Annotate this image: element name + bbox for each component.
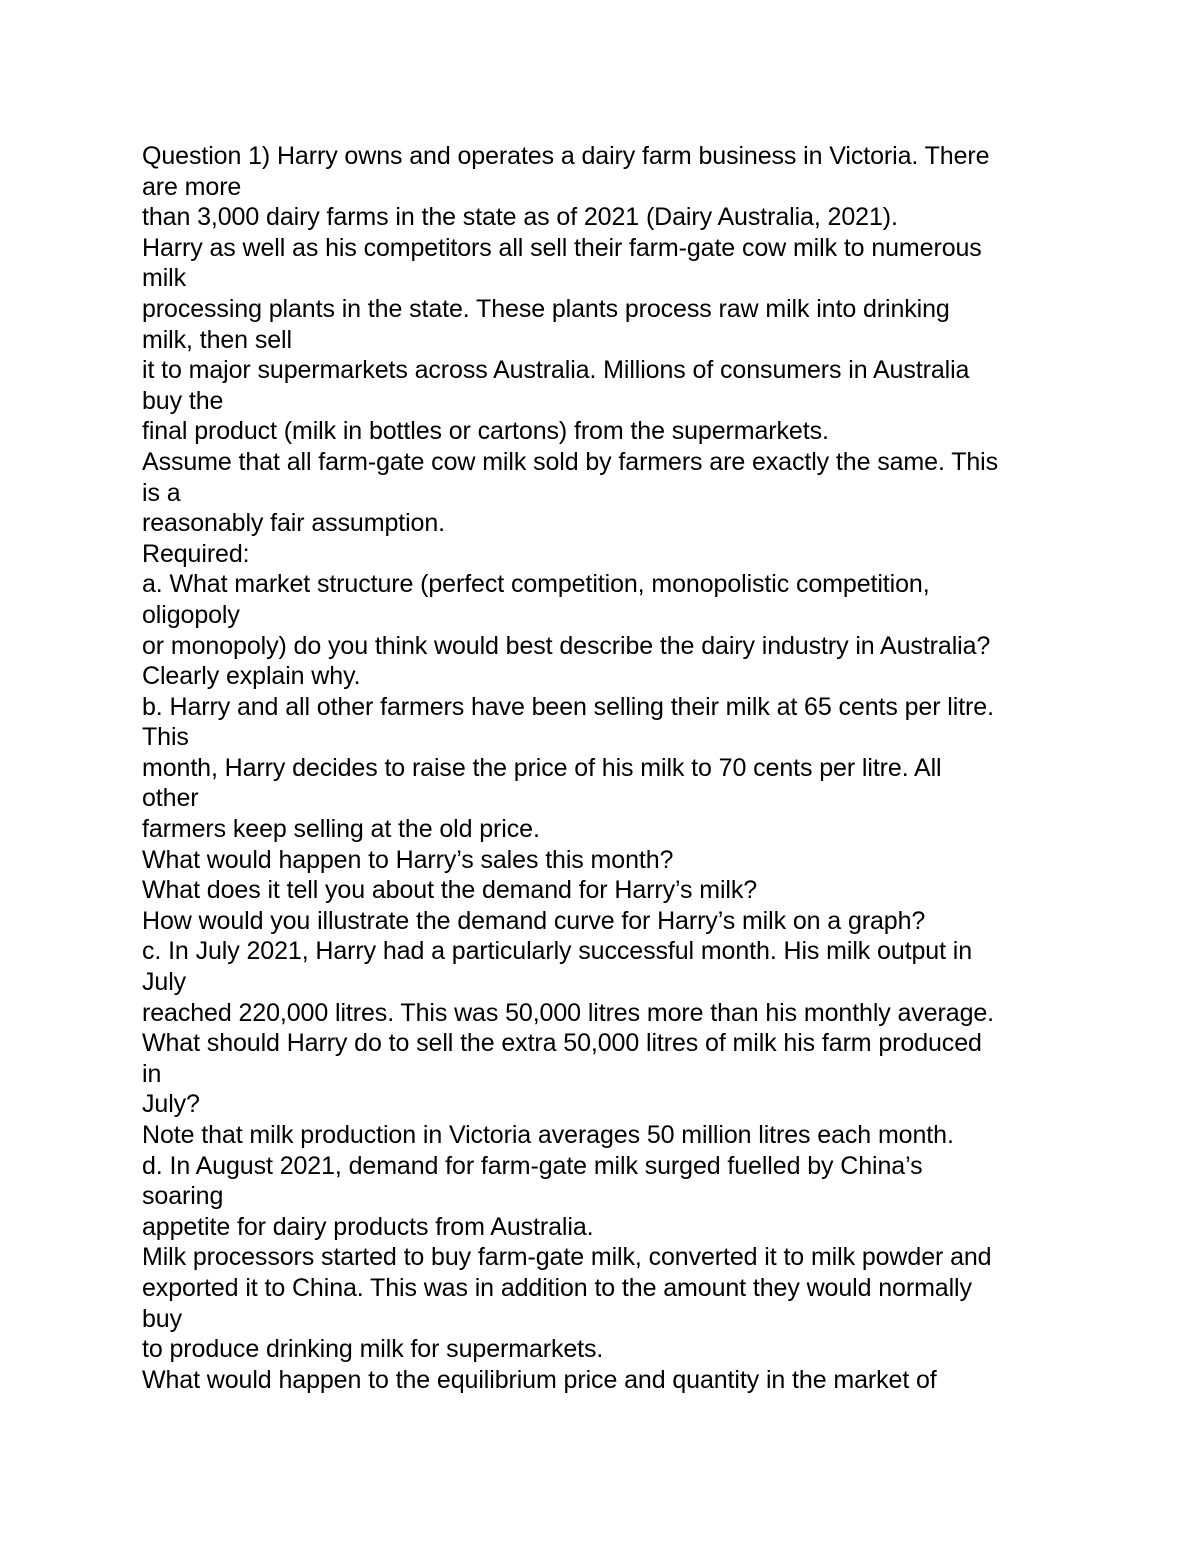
text-line: appetite for dairy products from Australia. (142, 1212, 594, 1241)
text-line: c. In July 2021, Harry had a particularly successful month. His milk output in (142, 937, 973, 966)
text-line: are more (142, 172, 242, 201)
text-line: reached 220,000 litres. This was 50,000 litres more than his monthly average. (142, 998, 995, 1027)
text-line: a. What market structure (perfect competition, monopolistic competition, (142, 570, 930, 599)
text-line: is a (142, 478, 181, 507)
text-line: b. Harry and all other farmers have been selling their milk at 65 cents per litre. (142, 692, 994, 721)
text-line: What should Harry do to sell the extra 50,000 litres of milk his farm produced (142, 1029, 982, 1058)
text-line: final product (milk in bottles or cartons) from the supermarkets. (142, 417, 829, 446)
text-line: This (142, 723, 189, 752)
text-line: How would you illustrate the demand curve for Harry’s milk on a graph? (142, 906, 926, 935)
text-line: exported it to China. This was in addition to the amount they would normally (142, 1273, 972, 1302)
text-line: Harry as well as his competitors all sell their farm-gate cow milk to numerous (142, 233, 982, 262)
text-line: other (142, 784, 199, 813)
text-line: Required: (142, 539, 250, 568)
text-line: buy (142, 1304, 183, 1333)
text-line: Note that milk production in Victoria averages 50 million litres each month. (142, 1121, 954, 1149)
text-line: milk (142, 264, 187, 293)
text-line: it to major supermarkets across Australia. Millions of consumers in Australia (142, 356, 970, 385)
text-line: July (142, 968, 187, 997)
text-line: farmers keep selling at the old price. (142, 815, 540, 844)
text-line: processing plants in the state. These plants process raw milk into drinking (142, 294, 950, 323)
text-line: d. In August 2021, demand for farm-gate milk surged fuelled by China’s (142, 1151, 923, 1180)
text-line: Clearly explain why. (142, 662, 361, 691)
text-line: Assume that all farm-gate cow milk sold by farmers are exactly the same. This (142, 447, 999, 476)
text-line: than 3,000 dairy farms in the state as of 2021 (Dairy Australia, 2021). (142, 203, 898, 232)
text-line: Question 1) Harry owns and operates a dairy farm business in Victoria. There (142, 142, 990, 170)
text-line: buy the (142, 386, 224, 415)
text-line: month, Harry decides to raise the price of his milk to 70 cents per litre. All (142, 753, 942, 782)
text-line: July? (142, 1090, 200, 1119)
text-line: What would happen to Harry’s sales this month? (142, 845, 674, 874)
question-text (142, 141, 1142, 1395)
text-line: What would happen to the equilibrium price and quantity in the market of (142, 1365, 937, 1394)
text-line: oligopoly (142, 600, 240, 629)
text-line: or monopoly) do you think would best describe the dairy industry in Australia? (142, 631, 991, 660)
text-line: soaring (142, 1182, 224, 1211)
text-line: to produce drinking milk for supermarkets. (142, 1335, 604, 1364)
text-line: milk, then sell (142, 325, 292, 354)
text-line: reasonably fair assumption. (142, 509, 446, 538)
text-line: Milk processors started to buy farm-gate milk, converted it to milk powder and (142, 1243, 992, 1272)
text-line: in (142, 1059, 162, 1088)
text-line: What does it tell you about the demand for Harry’s milk? (142, 876, 758, 905)
